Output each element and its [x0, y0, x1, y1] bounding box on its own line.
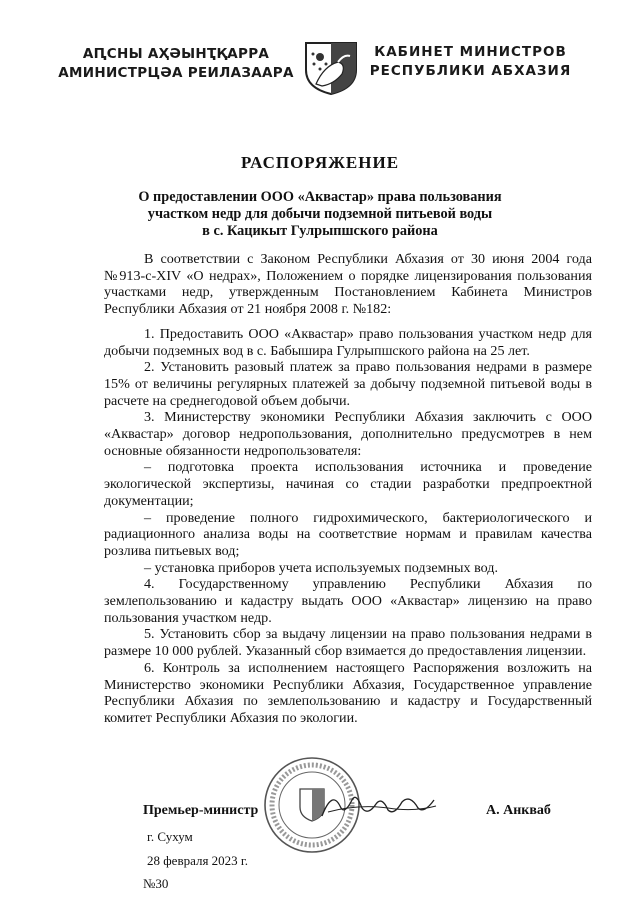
subject-line-1: О предоставлении ООО «Аквастар» права пользования	[138, 189, 502, 205]
header-right-org	[368, 43, 573, 81]
coat-of-arms-icon	[302, 40, 360, 96]
clause-5: 5. Установить сбор за выдачу лицензии на право пользования недрами в размере 10 000 рублей. Указанный сбор взимается до предоставления лицензии.	[104, 626, 592, 660]
subject-line-2: участком недр для добычи подземной питьевой воды	[147, 206, 493, 222]
clause-4: 4. Государственному управлению Республики Абхазия по землепользованию и кадастру выдать ООО «Аквастар» лицензию на право пользования участком недр.	[104, 576, 592, 626]
header-left-org	[56, 45, 296, 83]
document-subject	[110, 189, 530, 240]
preamble-paragraph: В соответствии с Законом Республики Абхазия от 30 июня 2004 года №913-с-XIV «О недрах», Положением о порядке лицензирования пользования участками недр, утвержденным Постановлением Кабинета Министров Республики Абхазия от 21 ноября 2008 г. №182:	[104, 251, 592, 318]
clause-1: 1. Предоставить ООО «Аквастар» право пользования участком недр для добычи подземных вод в с. Бабышира Гулрыпшского района на 25 лет.	[104, 325, 592, 359]
signatory-name: А. Анкваб	[486, 803, 551, 818]
signing-place: г. Сухум	[147, 829, 193, 844]
document-body	[104, 251, 592, 727]
clause-3-item-2: – проведение полного гидрохимического, бактериологического и радиационного анализа воды на соответствие нормам и правилам качества розлива питьевых вод;	[104, 509, 592, 559]
header-right-line1: КАБИНЕТ МИНИСТРОВ	[374, 44, 567, 60]
header-right-line2: РЕСПУБЛИКИ АБХАЗИЯ	[369, 63, 572, 79]
header-left-line2: АМИНИСТРЦӘА РЕИЛАЗААРА	[58, 65, 294, 81]
clause-3: 3. Министерству экономики Республики Абхазия заключить с ООО «Аквастар» договор недропользования, дополнительно предусмотрев в нем основные обязанности недропользователя:	[104, 409, 592, 459]
subject-line-3: в с. Кацикыт Гулрыпшского района	[202, 223, 438, 239]
clause-3-item-3: – установка приборов учета используемых подземных вод.	[144, 559, 498, 576]
clause-3-item-1: – подготовка проекта использования источника и проведение экологической экспертизы, начиная со стадии разработки предпроектной документации;	[104, 459, 592, 509]
document-number: №30	[143, 876, 169, 891]
signatory-position: Премьер-министр	[143, 803, 259, 818]
handwritten-signature-icon	[318, 786, 440, 826]
document-title: РАСПОРЯЖЕНИЕ	[240, 153, 400, 172]
header-left-line1: АԤСНЫ АҲӘЫНҬҚАРРА	[82, 46, 270, 62]
signing-date: 28 февраля 2023 г.	[147, 853, 249, 868]
clause-6: 6. Контроль за исполнением настоящего Распоряжения возложить на Министерство экономики Республики Абхазия, Государственное управление Республики Абхазия по землепользованию и кадастру и Государственный комитет Республики Абхазия по экологии.	[104, 659, 592, 726]
clause-2: 2. Установить разовый платеж за право пользования недрами в размере 15% от величины регулярных платежей за добычу подземной питьевой воды в расчете на среднегодовой объем добычи.	[104, 359, 592, 409]
